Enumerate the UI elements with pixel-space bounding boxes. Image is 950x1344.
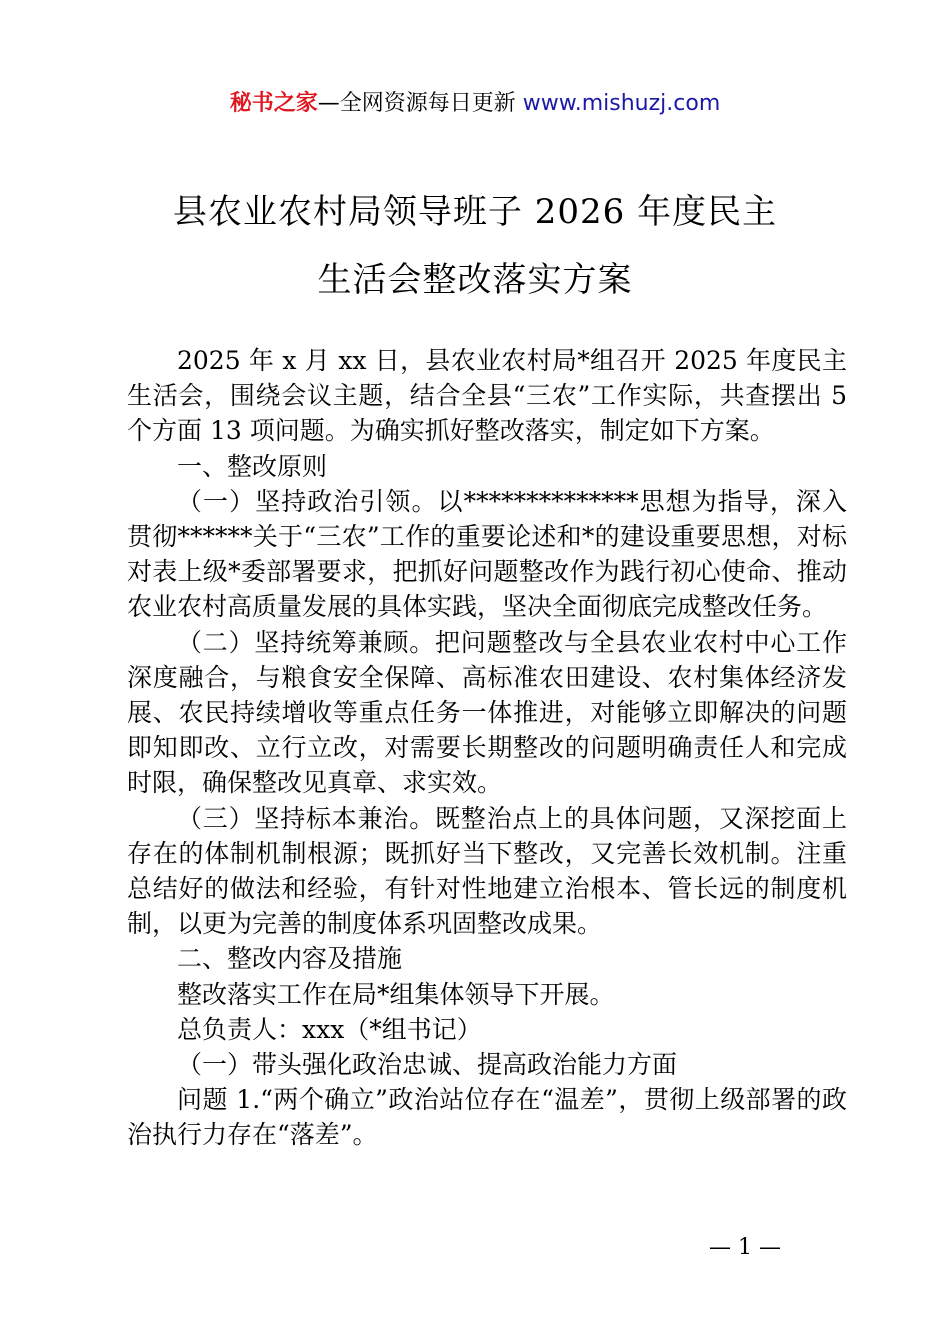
site-tagline: —全网资源每日更新 <box>317 91 523 116</box>
document-title-line-2: 生活会整改落实方案 <box>317 260 633 300</box>
section-heading-content-measures: 二、整改内容及措施 <box>177 944 403 974</box>
site-url-link[interactable]: www.mishuzj.com <box>522 91 721 116</box>
principle-political-leadership: （一）坚持政治引领。以**************思想为指导，深入贯彻******关于“三农”工作的重要论述和*的建设重要思想，对标对表上级*委部署要求，把抓好问题整改作为践行初心使命、推动农业农村高质量发展的具体实践，坚决全面彻底完成整改任务。 <box>127 486 847 622</box>
intro-paragraph: 2025 年 x 月 xx 日，县农业农村局*组召开 2025 年度民主生活会，围绕会议主题，结合全县“三农”工作实际，共查摆出 5 个方面 13 项问题。为确实抓好整改落实，制定如下方案。 <box>127 346 847 446</box>
site-banner <box>0 88 950 120</box>
principle-root-and-branch: （三）坚持标本兼治。既整治点上的具体问题，又深挖面上存在的体制机制根源；既抓好当下整改，又完善长效机制。注重总结好的做法和经验，有针对性地建立治根本、管长远的制度机制，以更为完善的制度体系巩固整改成果。 <box>127 803 847 939</box>
leadership-statement: 整改落实工作在局*组集体领导下开展。 <box>177 979 615 1009</box>
page-number: — 1 — <box>709 1235 781 1260</box>
section-heading-principles: 一、整改原则 <box>177 451 328 481</box>
document-body <box>127 343 847 1153</box>
subsection-heading-political-loyalty: （一）带头强化政治忠诚、提高政治能力方面 <box>177 1050 678 1080</box>
document-title-line-1: 县农业农村局领导班子 2026 年度民主 <box>172 192 778 232</box>
site-brand: 秘书之家 <box>229 91 318 116</box>
chief-responsible-person: 总负责人：xxx（*组书记） <box>177 1014 482 1044</box>
problem-1: 问题 1.“两个确立”政治站位存在“温差”，贯彻上级部署的政治执行力存在“落差”。 <box>127 1085 847 1150</box>
principle-overall-planning: （二）坚持统筹兼顾。把问题整改与全县农业农村中心工作深度融合，与粮食安全保障、高标准农田建设、农村集体经济发展、农民持续增收等重点任务一体推进，对能够立即解决的问题即知即改、立行立改，对需要长期整改的问题明确责任人和完成时限，确保整改见真章、求实效。 <box>127 627 847 798</box>
